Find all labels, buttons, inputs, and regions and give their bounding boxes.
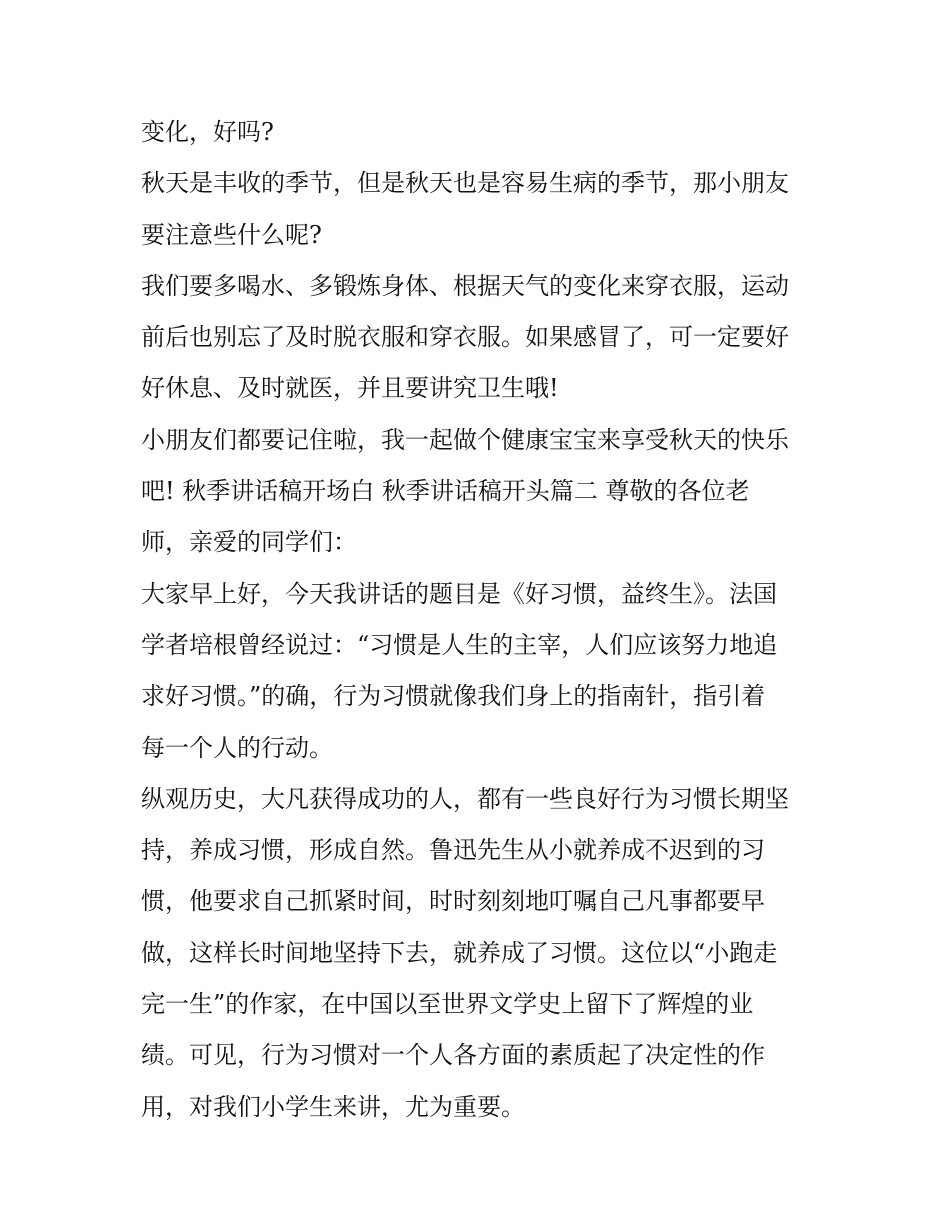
text-line: 变化，好吗? bbox=[141, 118, 274, 146]
text-line: 绩。可见，行为习惯对一个人各方面的素质起了决定性的作 bbox=[141, 1041, 765, 1070]
text-line: 前后也别忘了及时脱衣服和穿衣服。如果感冒了，可一定要好 bbox=[141, 323, 789, 352]
text-line: 秋天是丰收的季节，但是秋天也是容易生病的季节，那小朋友 bbox=[141, 169, 789, 198]
text-line: 惯，他要求自己抓紧时间，时时刻刻地叮嘱自己凡事都要早 bbox=[141, 887, 765, 916]
text-line: 吧! 秋季讲话稿开场白 秋季讲话稿开头篇二 尊敬的各位老 bbox=[141, 477, 750, 506]
text-line: 我们要多喝水、多锻炼身体、根据天气的变化来穿衣服，运动 bbox=[141, 271, 789, 300]
text-line: 求好习惯。”的确，行为习惯就像我们身上的指南针，指引着 bbox=[141, 682, 766, 711]
document-body bbox=[141, 107, 821, 1133]
text-line: 大家早上好，今天我讲话的题目是《好习惯，益终生》。法国 bbox=[141, 579, 777, 608]
text-line: 学者培根曾经说过：“习惯是人生的主宰，人们应该努力地追 bbox=[141, 630, 778, 659]
text-line: 每一个人的行动。 bbox=[141, 733, 333, 762]
text-line: 纵观历史，大凡获得成功的人，都有一些良好行为习惯长期坚 bbox=[141, 784, 789, 813]
text-line: 持，养成习惯，形成自然。鲁迅先生从小就养成不迟到的习 bbox=[141, 836, 765, 865]
text-line: 好休息、及时就医，并且要讲究卫生哦! bbox=[141, 374, 559, 403]
text-line: 要注意些什么呢? bbox=[141, 220, 322, 249]
text-line: 师，亲爱的同学们： bbox=[141, 528, 357, 557]
text-line: 完一生”的作家，在中国以至世界文学史上留下了辉煌的业 bbox=[141, 990, 754, 1019]
text-line: 小朋友们都要记住啦，我一起做个健康宝宝来享受秋天的快乐 bbox=[141, 425, 789, 454]
text-line: 做，这样长时间地坚持下去，就养成了习惯。这位以“小跑走 bbox=[141, 938, 778, 967]
text-line: 用，对我们小学生来讲，尤为重要。 bbox=[141, 1092, 525, 1121]
